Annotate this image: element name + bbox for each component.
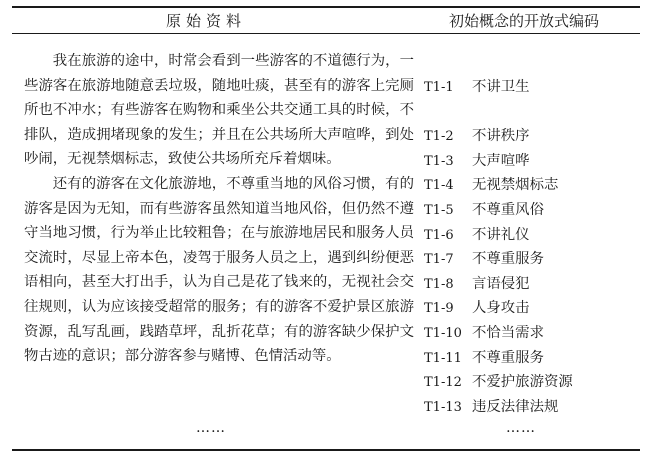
codes-ellipsis: …… xyxy=(506,420,536,436)
code-id: T1-10 xyxy=(424,325,462,341)
code-label: 人身攻击 xyxy=(472,300,530,317)
code-label: 言语侵犯 xyxy=(472,275,530,292)
code-id: T1-4 xyxy=(424,178,454,194)
code-id: T1-11 xyxy=(424,350,462,366)
code-label: 不尊重风俗 xyxy=(472,201,544,218)
bottom-rule xyxy=(12,449,640,451)
code-row xyxy=(424,296,640,321)
code-row xyxy=(424,124,640,149)
code-label: 不尊重服务 xyxy=(472,349,544,366)
code-list xyxy=(424,75,640,419)
source-text xyxy=(24,49,414,369)
code-id: T1-2 xyxy=(424,129,454,145)
code-row xyxy=(424,395,640,420)
code-id: T1-1 xyxy=(424,80,454,95)
code-row xyxy=(424,173,640,198)
code-label: 违反法律法规 xyxy=(472,398,559,415)
code-label: 不讲卫生 xyxy=(472,79,530,95)
code-row xyxy=(424,346,640,371)
code-id: T1-13 xyxy=(424,399,462,415)
code-label: 不尊重服务 xyxy=(472,251,544,268)
code-row xyxy=(424,321,640,346)
code-label: 不讲礼仪 xyxy=(472,226,530,243)
code-id: T1-9 xyxy=(424,301,454,317)
code-id: T1-3 xyxy=(424,153,454,169)
code-label: 无视禁烟标志 xyxy=(472,177,559,194)
top-rule xyxy=(12,6,640,8)
code-label: 不恰当需求 xyxy=(472,324,544,341)
code-id: T1-6 xyxy=(424,227,454,243)
code-row-spacer xyxy=(424,100,640,125)
code-id: T1-7 xyxy=(424,252,454,268)
header-codes: 初始概念的开放式编码 xyxy=(448,12,599,30)
code-id: T1-8 xyxy=(424,276,454,292)
code-row xyxy=(424,223,640,248)
code-id: T1-12 xyxy=(424,375,462,391)
source-paragraph-2: 还有的游客在文化旅游地，不尊重当地的风俗习惯，有的游客是因为无知，而有些游客虽然知道当地风俗，但仍然不遵守当地习惯，行为举止比较粗鲁；在与旅游地居民和服务人员交流时，尽显上帝本色，凌驾于服务人员之上，遇到纠纷便恶语相向，甚至大打出手，认为自己是花了钱来的，无视社会交往规则，认为应该接受超常的服务；有的游客不爱护景区旅游资源，乱写乱画，践踏草坪，乱折花草；有的游客缺少保护文物古迹的意识；部分游客参与赌博、色情活动等。 xyxy=(24,175,414,365)
header-rule xyxy=(12,33,640,34)
code-row xyxy=(424,272,640,297)
code-row xyxy=(424,149,640,174)
code-row xyxy=(424,198,640,223)
source-ellipsis: …… xyxy=(196,420,226,436)
code-id: T1-5 xyxy=(424,202,454,218)
code-row xyxy=(424,75,640,100)
header-source: 原始资料 xyxy=(165,12,246,30)
code-row xyxy=(424,247,640,272)
code-row xyxy=(424,370,640,395)
code-label: 大声喧哗 xyxy=(472,152,530,169)
source-paragraph-1: 我在旅游的途中，时常会看到一些游客的不道德行为，一些游客在旅游地随意丢垃圾，随地吐痰，甚至有的游客上完厕所也不冲水；有些游客在购物和乘坐公共交通工具的时候，不排队，造成拥堵现象的发生；并且在公共场所大声喧哗，到处吵闹，无视禁烟标志，致使公共场所充斥着烟味。 xyxy=(24,53,414,168)
code-label: 不讲秩序 xyxy=(472,128,530,145)
code-label: 不爱护旅游资源 xyxy=(472,374,573,391)
